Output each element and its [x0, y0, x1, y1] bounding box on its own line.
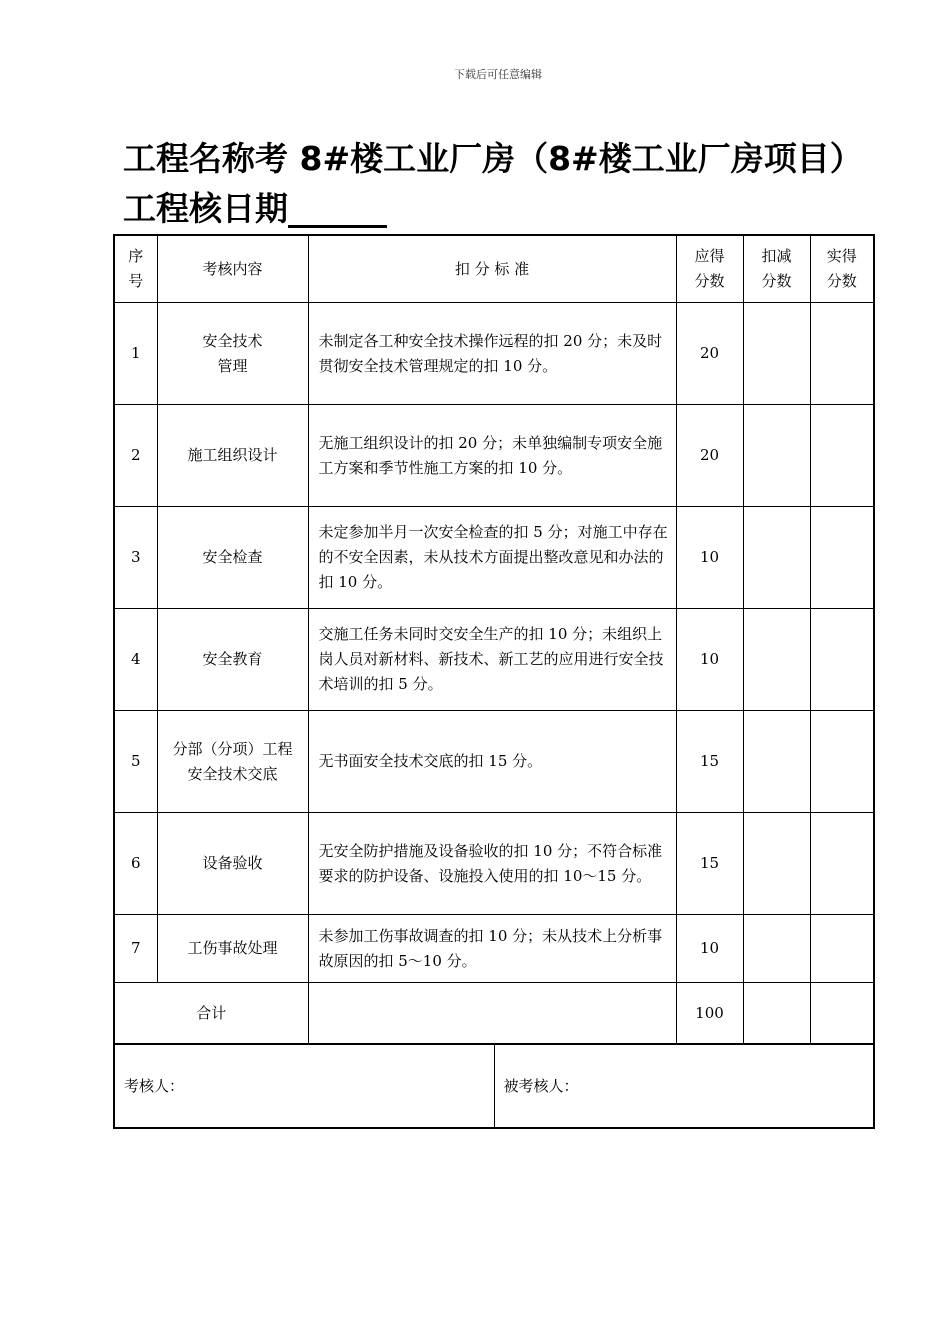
table-row — [114, 609, 874, 711]
table-row — [114, 711, 874, 813]
total-row — [114, 983, 874, 1044]
total-deduct-score[interactable] — [743, 983, 810, 1044]
total-label: 合计 — [114, 983, 308, 1044]
row-content: 工伤事故处理 — [157, 915, 308, 983]
title-line-2: 工程核日期______ — [123, 189, 387, 228]
row-due-score: 10 — [676, 609, 743, 711]
row-seq: 5 — [114, 711, 157, 813]
row-content: 安全教育 — [157, 609, 308, 711]
row-standard: 交施工任务未同时交安全生产的扣 10 分；未组织上岗人员对新材料、新技术、新工艺的应用进行安全技术培训的扣 5 分。 — [308, 609, 676, 711]
row-content: 分部（分项）工程安全技术交底 — [157, 711, 308, 813]
row-actual-score[interactable] — [810, 915, 874, 983]
row-standard: 未制定各工种安全技术操作远程的扣 20 分；未及时贯彻安全技术管理规定的扣 10 分。 — [308, 303, 676, 405]
row-content: 设备验收 — [157, 813, 308, 915]
table-row — [114, 405, 874, 507]
row-deduct-score[interactable] — [743, 609, 810, 711]
examiner-signature[interactable]: 考核人： — [115, 1045, 494, 1128]
row-seq: 2 — [114, 405, 157, 507]
page-title — [123, 134, 913, 234]
row-standard: 未定参加半月一次安全检查的扣 5 分；对施工中存在的不安全因素，未从技术方面提出整改意见和办法的扣 10 分。 — [308, 507, 676, 609]
table-row — [114, 915, 874, 983]
row-actual-score[interactable] — [810, 507, 874, 609]
row-standard: 无书面安全技术交底的扣 15 分。 — [308, 711, 676, 813]
row-actual-score[interactable] — [810, 813, 874, 915]
row-content: 安全技术 管理 — [157, 303, 308, 405]
examinee-signature[interactable]: 被考核人： — [494, 1045, 873, 1128]
row-deduct-score[interactable] — [743, 507, 810, 609]
row-due-score: 10 — [676, 915, 743, 983]
header-due-score: 应得分数 — [676, 235, 743, 303]
row-seq: 7 — [114, 915, 157, 983]
header-note: 下载后可任意编辑 — [454, 68, 542, 81]
header-actual-score: 实得分数 — [810, 235, 874, 303]
table-header-row — [114, 235, 874, 303]
row-standard: 未参加工伤事故调查的扣 10 分；未从技术上分析事故原因的扣 5～10 分。 — [308, 915, 676, 983]
row-due-score: 15 — [676, 813, 743, 915]
header-seq: 序号 — [114, 235, 157, 303]
row-due-score: 10 — [676, 507, 743, 609]
row-due-score: 20 — [676, 405, 743, 507]
total-standard — [308, 983, 676, 1044]
assessment-table — [113, 234, 875, 1129]
row-actual-score[interactable] — [810, 405, 874, 507]
row-seq: 3 — [114, 507, 157, 609]
row-due-score: 20 — [676, 303, 743, 405]
table-row — [114, 507, 874, 609]
row-content: 施工组织设计 — [157, 405, 308, 507]
row-content: 安全检查 — [157, 507, 308, 609]
row-deduct-score[interactable] — [743, 711, 810, 813]
row-standard: 无施工组织设计的扣 20 分；未单独编制专项安全施工方案和季节性施工方案的扣 10 分。 — [308, 405, 676, 507]
signature-row — [114, 1044, 874, 1129]
row-actual-score[interactable] — [810, 711, 874, 813]
row-actual-score[interactable] — [810, 609, 874, 711]
row-deduct-score[interactable] — [743, 303, 810, 405]
row-deduct-score[interactable] — [743, 405, 810, 507]
row-seq: 6 — [114, 813, 157, 915]
row-actual-score[interactable] — [810, 303, 874, 405]
table-row — [114, 813, 874, 915]
row-deduct-score[interactable] — [743, 915, 810, 983]
row-deduct-score[interactable] — [743, 813, 810, 915]
table-row — [114, 303, 874, 405]
row-due-score: 15 — [676, 711, 743, 813]
row-standard: 无安全防护措施及设备验收的扣 10 分；不符合标准要求的防护设备、设施投入使用的扣 10～15 分。 — [308, 813, 676, 915]
row-seq: 4 — [114, 609, 157, 711]
header-standard: 扣 分 标 准 — [308, 235, 676, 303]
header-deduct-score: 扣减分数 — [743, 235, 810, 303]
header-content: 考核内容 — [157, 235, 308, 303]
title-line-1: 工程名称考 8#楼工业厂房（8#楼工业厂房项目） — [123, 139, 863, 178]
total-actual-score[interactable] — [810, 983, 874, 1044]
total-due-score: 100 — [676, 983, 743, 1044]
row-seq: 1 — [114, 303, 157, 405]
